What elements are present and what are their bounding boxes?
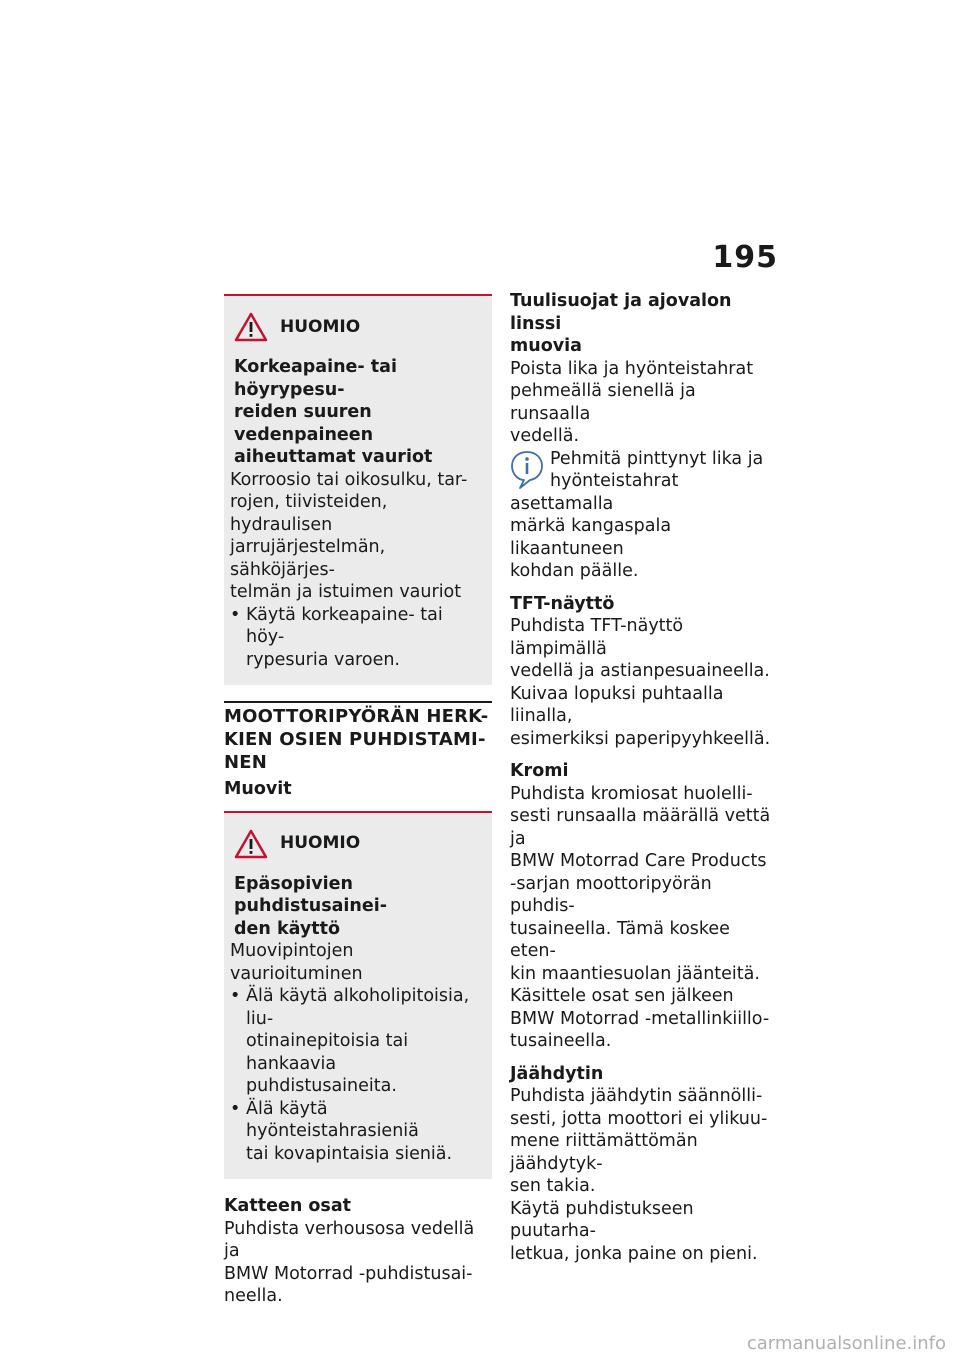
notice-subtitle: Epäsopivien puhdistusainei- den käyttö [234,873,388,939]
tuulisuojat-text: Poista lika ja hyönteistahrat pehmeällä sienellä ja runsaalla vedellä. [510,358,754,446]
watermark: carmanualsonline.info [746,1333,946,1354]
section-title: MOOTTORIPYÖRÄN HERK- KIEN OSIEN PUHDISTAMI- NEN [224,701,492,774]
info-note [510,448,780,583]
jaahdytin-heading: Jäähdytin [510,1063,604,1084]
tft-heading: TFT-näyttö [510,593,615,614]
notice-subtitle: Korkeapaine- tai höyrypesu- reiden suuren vedenpaineen aiheuttamat vauriot [234,357,433,467]
katteen-osat-heading: Katteen osat [224,1196,352,1216]
bullet-item: • Käytä korkeapaine- tai höy- rypesuria varoen. [230,604,486,672]
muovit-heading: Muovit [224,779,292,799]
notice-body: Korroosio tai oikosulku, tar- rojen, tiivisteiden, hydraulisen jarrujärjestelmän, sähköjärjes- telmän ja istuimen vauriot [230,469,468,602]
kromi-text: Puhdista kromiosat huolelli- sesti runsaalla määrällä vettä ja BMW Motorrad Care Products -sarjan moottoripyörän puhdis- tusaineella. Tämä koskee eten- kin maantiesuolan jäänteitä. Käsittele osat sen jälkeen BMW Motorrad -metallinkiillo- tusaineella. [510,783,771,1051]
page-number: 195 [712,240,778,275]
tft-text: Puhdista TFT-näyttö lämpimällä vedellä ja astianpesuaineella. Kuivaa lopuksi puhtaalla liinalla, esimerkiksi paperipyyhkeellä. [510,616,771,749]
warning-triangle-icon [234,829,268,859]
notice-bullets [230,604,486,672]
tuulisuojat-block [510,290,780,583]
kromi-heading: Kromi [510,761,569,781]
katteen-osat-text: Puhdista verhousosa vedellä ja BMW Motorrad -puhdistusai- neella. [224,1218,475,1306]
jaahdytin-text: Puhdista jäähdytin säännölli- sesti, jotta moottori ei ylikuu- mene riittämättömän jäähdytyk- sen takia. Käytä puhdistukseen puutarha- letkua, jonka paine on pieni. [510,1086,768,1264]
kromi-block [510,760,780,1053]
bullet-item: • Älä käytä hyönteistahrasieniä tai kovapintaisia sieniä. [230,1098,486,1166]
notice-title: HUOMIO [280,833,361,854]
katteen-osat-block [224,1195,492,1308]
warning-triangle-icon [234,312,268,342]
notice-title: HUOMIO [280,316,361,337]
info-icon [510,450,544,490]
left-column [224,294,492,1318]
warning-notice-1 [224,294,492,685]
warning-notice-2 [224,811,492,1180]
bullet-item: • Älä käytä alkoholipitoisia, liu- otinainepitoisia tai hankaavia puhdistusaineita. [230,985,486,1098]
tuulisuojat-heading: Tuulisuojat ja ajovalon linssi muovia [510,291,732,356]
info-text: Pehmitä pinttynyt lika ja hyönteistahrat asettamalla märkä kangaspala likaantuneen kohdan päälle. [510,448,764,581]
tft-block [510,593,780,751]
notice-bullets [230,985,486,1165]
notice-body: Muovipintojen vaurioituminen [230,941,363,984]
right-column [510,290,780,1275]
jaahdytin-block [510,1063,780,1266]
